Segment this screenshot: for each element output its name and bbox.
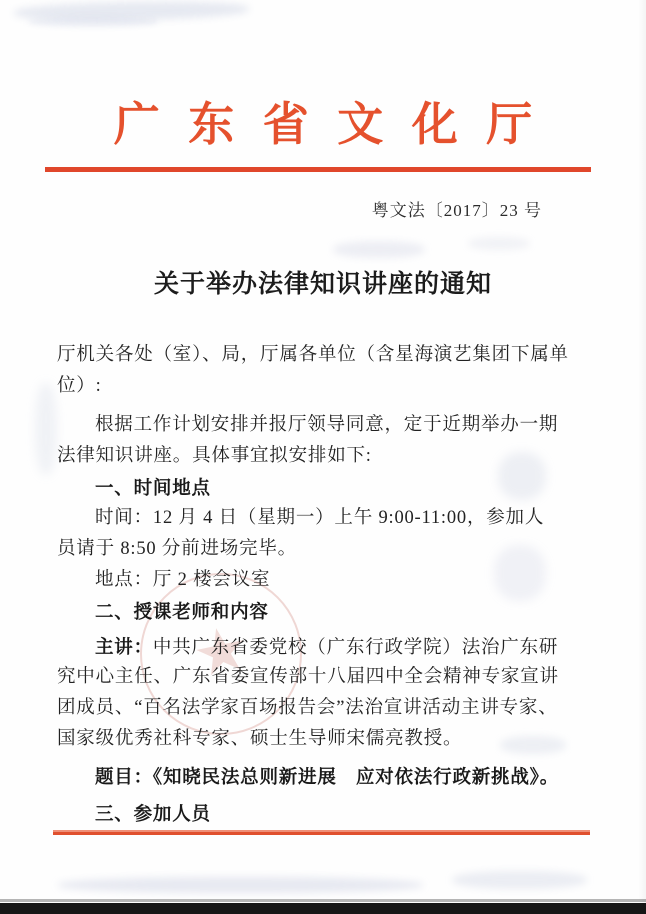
time-line: 时间：12 月 4 日（星期一）上午 9:00-11:00，参加人 (95, 508, 545, 528)
venue-line: 地点：厅 2 楼会议室 (95, 570, 271, 590)
time-line: 员请于 8:50 分前进场完毕。 (57, 539, 297, 559)
bleed-through-mark-bottom (58, 877, 423, 893)
speaker-text: 中共广东省委党校（广东行政学院）法治广东研 (152, 638, 559, 658)
scan-edge-right-shadow (638, 0, 646, 914)
topic-label: 题目： (95, 766, 153, 787)
topic-text: 《知晓民法总则新进展 应对依法行政新挑战》。 (152, 766, 560, 787)
speaker-line: 团成员、“百名法学家百场报告会”法治宣讲活动主讲专家、 (57, 698, 558, 718)
bleed-through-mark (468, 237, 530, 250)
seal-star-icon: ★ (186, 609, 256, 693)
intro-line: 法律知识讲座。具体事宜拟安排如下: (57, 446, 372, 466)
letterhead-rule (45, 167, 591, 172)
speaker-line (57, 631, 591, 662)
document-number: 粤文法〔2017〕23 号 (371, 201, 542, 220)
speaker-label: 主讲： (95, 636, 153, 657)
notice-title: 关于举办法律知识讲座的通知 (153, 271, 492, 298)
section3-heading: 三、参加人员 (95, 803, 211, 824)
section2-heading: 二、授课老师和内容 (95, 601, 269, 622)
topic-line (57, 761, 591, 792)
bleed-through-mark-bottom (452, 871, 587, 889)
section1-heading: 一、时间地点 (95, 477, 211, 498)
scan-edge-gray-line (0, 899, 646, 902)
bleed-through-mark (333, 241, 425, 258)
notice-body (57, 340, 591, 829)
speaker-line: 究中心主任、广东省委宣传部十八届四中全会精神专家宣讲 (57, 667, 559, 687)
salutation-line: 厅机关各处（室）、局，厅属各单位（含星海演艺集团下属单 (57, 345, 569, 365)
footer-rule (53, 830, 590, 835)
bleed-through-mark-left (35, 383, 57, 475)
agency-name: 广东省文化厅 (113, 99, 561, 150)
scan-smudge-top-left-2 (28, 17, 158, 27)
scan-smudge-top-left (14, 0, 249, 22)
speaker-line: 国家级优秀社科专家、硕士生导师宋儒亮教授。 (57, 729, 463, 749)
scan-edge-black-strip (0, 903, 646, 914)
salutation-line: 位）: (57, 376, 102, 396)
intro-line: 根据工作计划安排并报厅领导同意，定于近期举办一期 (95, 415, 559, 435)
